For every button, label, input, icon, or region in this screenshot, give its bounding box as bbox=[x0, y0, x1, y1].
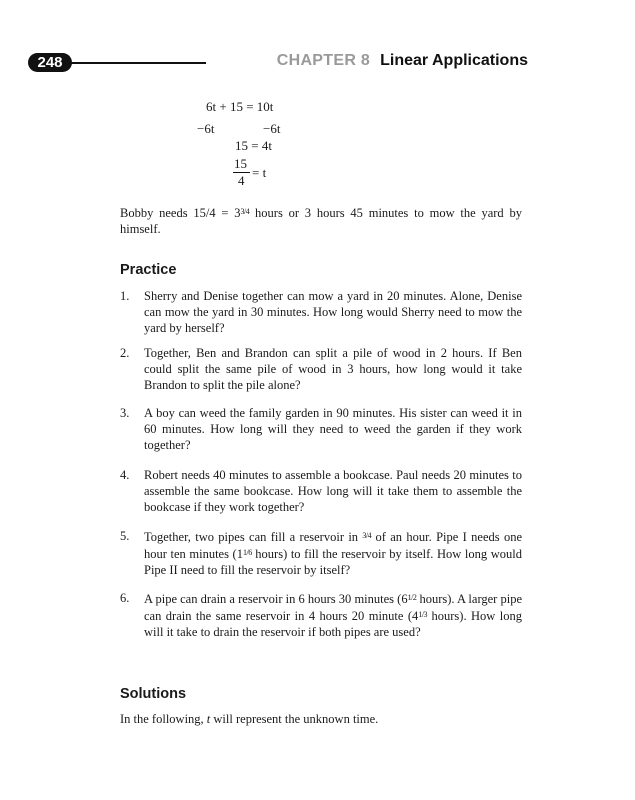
fraction-numerator: 15 bbox=[234, 156, 247, 171]
problem-text: A pipe can drain a reservoir in 6 hours 30 minutes ($6^{1/2}$ hours). A larger pipe can drain the same reservoir in 4 hours 20 minute ($4^{1/3}$ hours). How long will it take to drain the reservoir if both pipes are used? bbox=[144, 592, 522, 639]
solutions-intro: In the following, t will represent the unknown time. bbox=[120, 712, 379, 726]
problem-number: 4. bbox=[120, 468, 130, 482]
solutions-heading: Solutions bbox=[120, 686, 187, 702]
practice-problem-4 bbox=[120, 467, 522, 515]
problem-number: 1. bbox=[120, 289, 130, 303]
practice-problem-5 bbox=[120, 528, 522, 578]
practice-problem-2 bbox=[120, 345, 522, 393]
conclusion-text-1: Bobby needs 15/4 = 3 bbox=[120, 206, 241, 220]
mixed-fraction: 3/4 bbox=[240, 207, 250, 216]
problem-text: A boy can weed the family garden in 90 minutes. His sister can weed it in 60 minutes. How long will they need to weed the garden if they work together? bbox=[144, 406, 522, 452]
fraction-one-half: 1/2 bbox=[407, 593, 417, 602]
page-header bbox=[28, 52, 528, 74]
equation-line-2-left: −6t bbox=[197, 121, 215, 136]
problem-text: Together, two pipes can fill a reservoir in $^{3/4}$ of an hour. Pipe I needs one hour ten minutes ($1^{1/6}$ hours) to fill the reservoir by itself. How long would Pipe II need to fill the reservoir by itself? bbox=[144, 530, 523, 577]
conclusion-paragraph bbox=[120, 204, 522, 237]
header-rule bbox=[68, 62, 206, 64]
equation-line-2-right: −6t bbox=[263, 121, 281, 136]
equation-line-1: 6t + 15 = 10t bbox=[206, 99, 274, 114]
fraction-rhs: = t bbox=[252, 165, 267, 180]
problem-text: Together, Ben and Brandon can split a pile of wood in 2 hours. If Ben could split the same pile of wood in 3 hours, how long would it take Brandon to split the pile alone? bbox=[144, 346, 522, 392]
practice-problem-1 bbox=[120, 288, 522, 336]
problem-number: 3. bbox=[120, 406, 130, 420]
problem-number: 5. bbox=[120, 529, 130, 543]
problem-number: 2. bbox=[120, 346, 130, 360]
chapter-heading bbox=[277, 52, 528, 70]
problem-text: Sherry and Denise together can mow a yard in 20 minutes. Alone, Denise can mow the yard in 30 minutes. How long would Sherry need to mow the yard by herself? bbox=[144, 289, 522, 335]
chapter-title: Linear Applications bbox=[380, 52, 528, 69]
fraction-denominator: 4 bbox=[238, 173, 245, 188]
practice-heading: Practice bbox=[120, 262, 177, 278]
fraction-one-third: 1/3 bbox=[418, 610, 428, 619]
fraction-three-quarters: 3/4 bbox=[362, 531, 372, 540]
problem-text: Robert needs 40 minutes to assemble a bookcase. Paul needs 20 minutes to assemble the same bookcase. How long will it take them to assemble the bookcase if they work together? bbox=[144, 468, 522, 514]
practice-problem-3 bbox=[120, 405, 522, 453]
conclusion-text-2: hours or 3 hours 45 minutes to mow the yard by himself. bbox=[120, 206, 522, 236]
fraction-one-sixth: 1/6 bbox=[242, 548, 252, 557]
chapter-label: CHAPTER 8 bbox=[276, 52, 371, 69]
variable-t: t bbox=[206, 712, 211, 726]
equation-line-3: 15 = 4t bbox=[235, 138, 272, 153]
practice-problem-6 bbox=[120, 590, 522, 640]
problem-number: 6. bbox=[120, 591, 130, 605]
page-number: 248 bbox=[28, 53, 72, 72]
